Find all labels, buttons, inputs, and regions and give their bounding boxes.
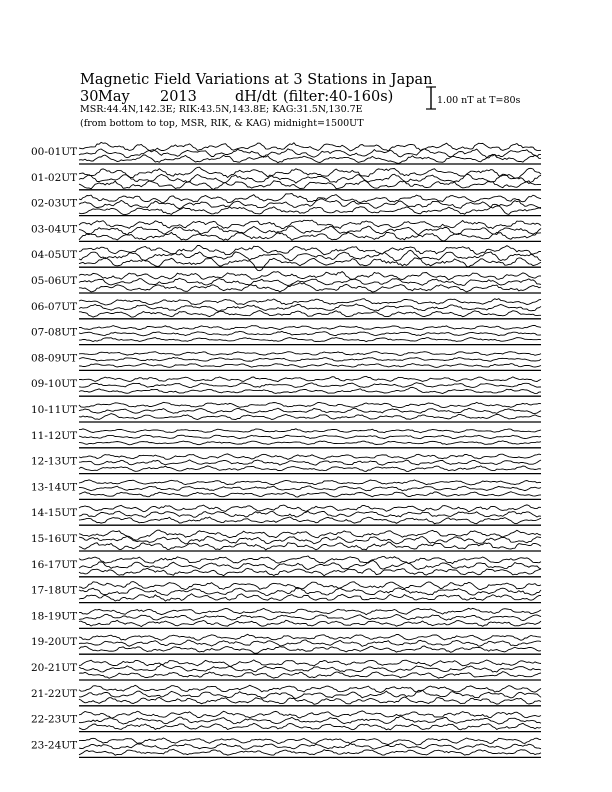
date-day: 30 [80,89,99,105]
trace-msr [79,542,541,550]
row-label: 13-14UT [31,481,78,494]
row-label: 07-08UT [31,326,78,339]
trace-msr [79,568,541,575]
trace-kag [79,505,541,512]
row-label: 11-12UT [31,429,78,442]
trace-kag [79,608,541,614]
trace-kag [79,738,541,745]
trace-msr [79,441,541,445]
trace-msr [79,620,541,626]
trace-kag [79,454,541,460]
trace-msr [79,387,541,393]
trace-kag [79,194,541,203]
row-label: 20-21UT [31,662,78,674]
trace-msr [79,672,541,679]
trace-rik [79,304,541,311]
trace-rik [79,640,541,646]
trace-msr [79,723,541,730]
trace-rik [79,690,541,698]
row-label: 15-16UT [31,533,78,545]
scale-bar-icon [426,87,436,109]
row-label: 10-11UT [31,404,78,416]
trace-rik [79,199,541,209]
station-coordinates: MSR:44.4N,142.3E; RIK:43.5N,143.8E; KAG:31.5N,130.7E [80,104,363,115]
row-label: 16-17UT [31,558,78,571]
trace-msr [79,311,541,318]
trace-kag [79,220,541,229]
trace-kag [79,272,541,280]
date-year: 2013 [160,89,197,105]
trace-kag [79,402,541,407]
trace-rik [79,511,541,517]
trace-rik [79,383,541,388]
row-label: 05-06UT [31,275,78,287]
trace-rik [79,486,541,491]
trace-msr [79,466,541,472]
trace-msr [79,749,541,755]
row-label: 00-01UT [31,146,78,158]
date-month: May [98,89,130,105]
row-label: 19-20UT [31,636,78,649]
row-label: 08-09UT [31,352,78,365]
chart-title: Magnetic Field Variations at 3 Stations in Japan [80,72,433,88]
trace-kag [79,299,541,305]
trace-msr [79,338,541,342]
row-label: 14-15UT [31,507,78,520]
trace-msr [79,492,541,497]
trace-kag [79,556,541,564]
trace-rik [79,278,541,285]
row-label: 23-24UT [31,739,78,752]
quantity-label: dH/dt [235,89,277,105]
row-label: 17-18UT [31,584,78,597]
trace-kag [79,352,541,356]
trace-kag [79,530,541,540]
trace-msr [79,232,541,240]
trace-kag [79,711,541,718]
trace-rik [79,744,541,750]
trace-rik [79,614,541,620]
trace-rik [79,408,541,413]
trace-msr [79,364,541,368]
row-label: 04-05UT [31,249,78,262]
row-label: 22-23UT [31,713,78,726]
trace-rik [79,460,541,465]
trace-rik [79,588,541,596]
trace-rik [79,536,541,544]
trace-kag [79,582,541,590]
trace-rik [79,716,541,724]
row-label: 18-19UT [31,610,78,623]
trace-msr [79,414,541,420]
trace-msr [79,181,541,190]
trace-kag [79,480,541,485]
scale-bar-label: 1.00 nT at T=80s [437,95,521,106]
trace-kag [79,634,541,640]
trace-kag [79,685,541,692]
hourly-rows [31,142,541,757]
trace-msr [79,646,541,653]
trace-kag [79,429,541,433]
filter-label: (filter:40-160s) [283,89,394,105]
row-label: 01-02UT [31,171,78,184]
trace-kag [79,660,541,667]
trace-order-note: (from bottom to top, MSR, RIK, & KAG) midnight=1500UT [80,118,364,129]
trace-msr [79,517,541,524]
trace-rik [79,560,541,570]
trace-kag [79,246,541,255]
row-label: 09-10UT [31,378,78,391]
row-label: 02-03UT [31,197,78,210]
row-label: 03-04UT [31,223,78,236]
row-label: 21-22UT [31,687,78,700]
row-label: 12-13UT [31,455,78,468]
trace-msr [79,697,541,704]
trace-rik [79,226,541,235]
row-label: 06-07UT [31,300,78,313]
trace-rik [79,331,541,336]
trace-kag [79,325,541,329]
trace-msr [79,258,541,271]
trace-rik [79,357,541,361]
trace-kag [79,376,541,381]
trace-rik [79,435,541,439]
